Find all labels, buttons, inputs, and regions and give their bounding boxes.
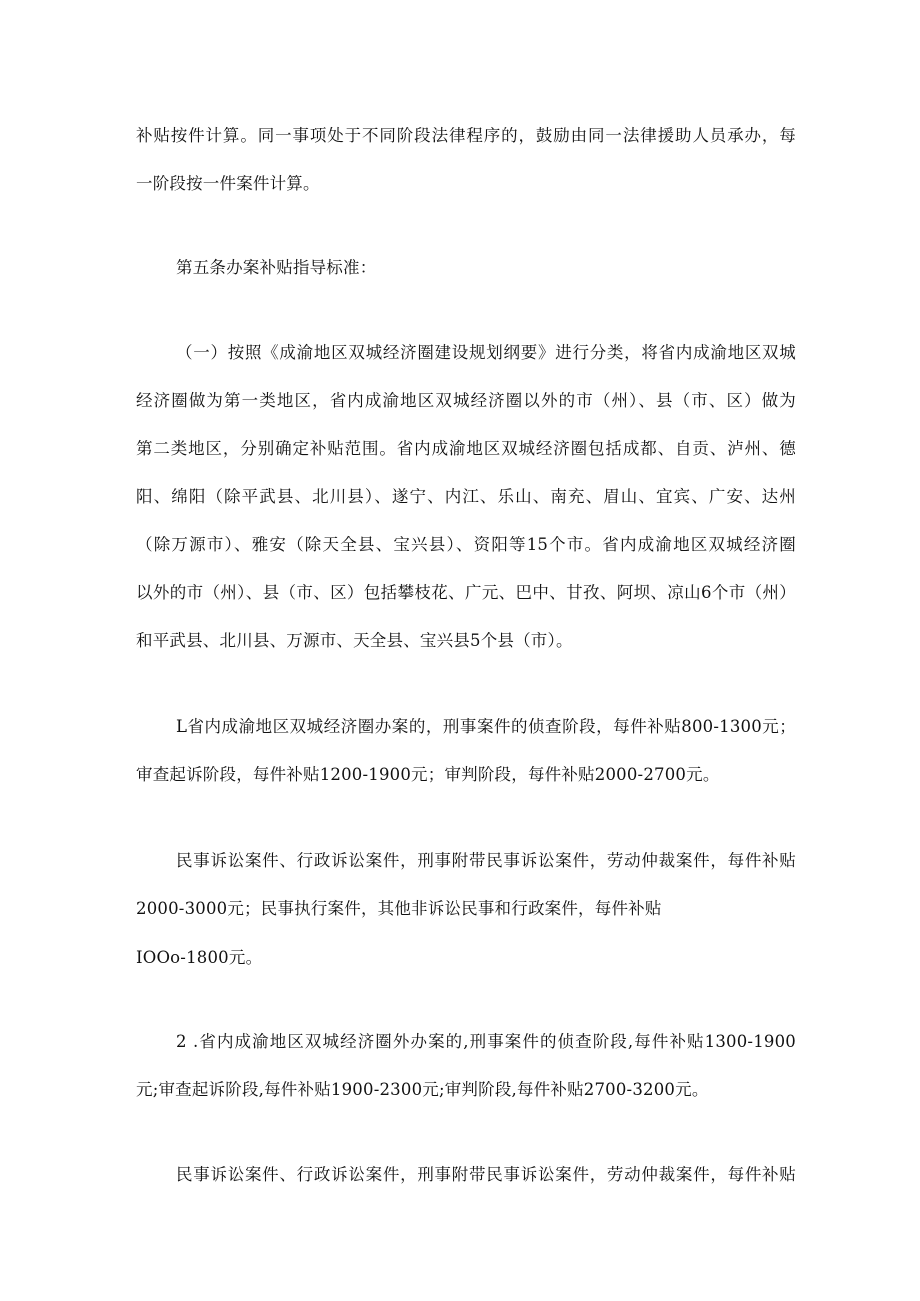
text-line: 2 .省内成渝地区双城经济圈外办案的,刑事案件的侦查阶段,每件补贴1300-1900: [176, 1032, 796, 1051]
text-line: 一阶段按一件案件计算。: [136, 174, 320, 193]
text-line: 以外的市（州）、县（市、区）包括攀枝花、广元、巴中、甘孜、阿坝、凉山6个市（州）: [136, 583, 796, 602]
text-line: 经济圈做为第一类地区，省内成渝地区双城经济圈以外的市（州）、县（市、区）做为: [136, 391, 796, 410]
text-line: 阳、绵阳（除平武县、北川县）、遂宁、内江、乐山、南充、眉山、宜宾、广安、达州: [136, 487, 796, 506]
text-line: 2000-3000元；民事执行案件，其他非诉讼民事和行政案件，每件补贴: [136, 899, 662, 918]
text-line: （一）按照《成渝地区双城经济圈建设规划纲要》进行分类，将省内成渝地区双城: [176, 343, 796, 362]
text-line: 补贴按件计算。同一事项处于不同阶段法律程序的，鼓励由同一法律援助人员承办，每: [136, 126, 796, 145]
text-line: 审查起诉阶段，每件补贴1200-1900元；审判阶段，每件补贴2000-2700元。: [136, 765, 720, 784]
text-line: 民事诉讼案件、行政诉讼案件，刑事附带民事诉讼案件，劳动仲裁案件，每件补贴: [176, 1165, 796, 1184]
text-line: IOOo-1800元。: [136, 948, 263, 967]
text-line: 元;审查起诉阶段,每件补贴1900-2300元;审判阶段,每件补贴2700-3200元。: [136, 1080, 709, 1099]
text-line: 和平武县、北川县、万源市、天全县、宝兴县5个县（市）。: [136, 631, 573, 650]
text-line: （除万源市）、雅安（除天全县、宝兴县）、资阳等15个市。省内成渝地区双城经济圈: [136, 535, 796, 554]
text-line: 第二类地区，分别确定补贴范围。省内成渝地区双城经济圈包括成都、自贡、泸州、德: [136, 439, 796, 458]
text-line: L省内成渝地区双城经济圈办案的，刑事案件的侦查阶段，每件补贴800-1300元；: [176, 717, 796, 736]
text-line: 民事诉讼案件、行政诉讼案件，刑事附带民事诉讼案件，劳动仲裁案件，每件补贴: [176, 851, 796, 870]
article-heading: 第五条办案补贴指导标准：: [176, 258, 377, 277]
